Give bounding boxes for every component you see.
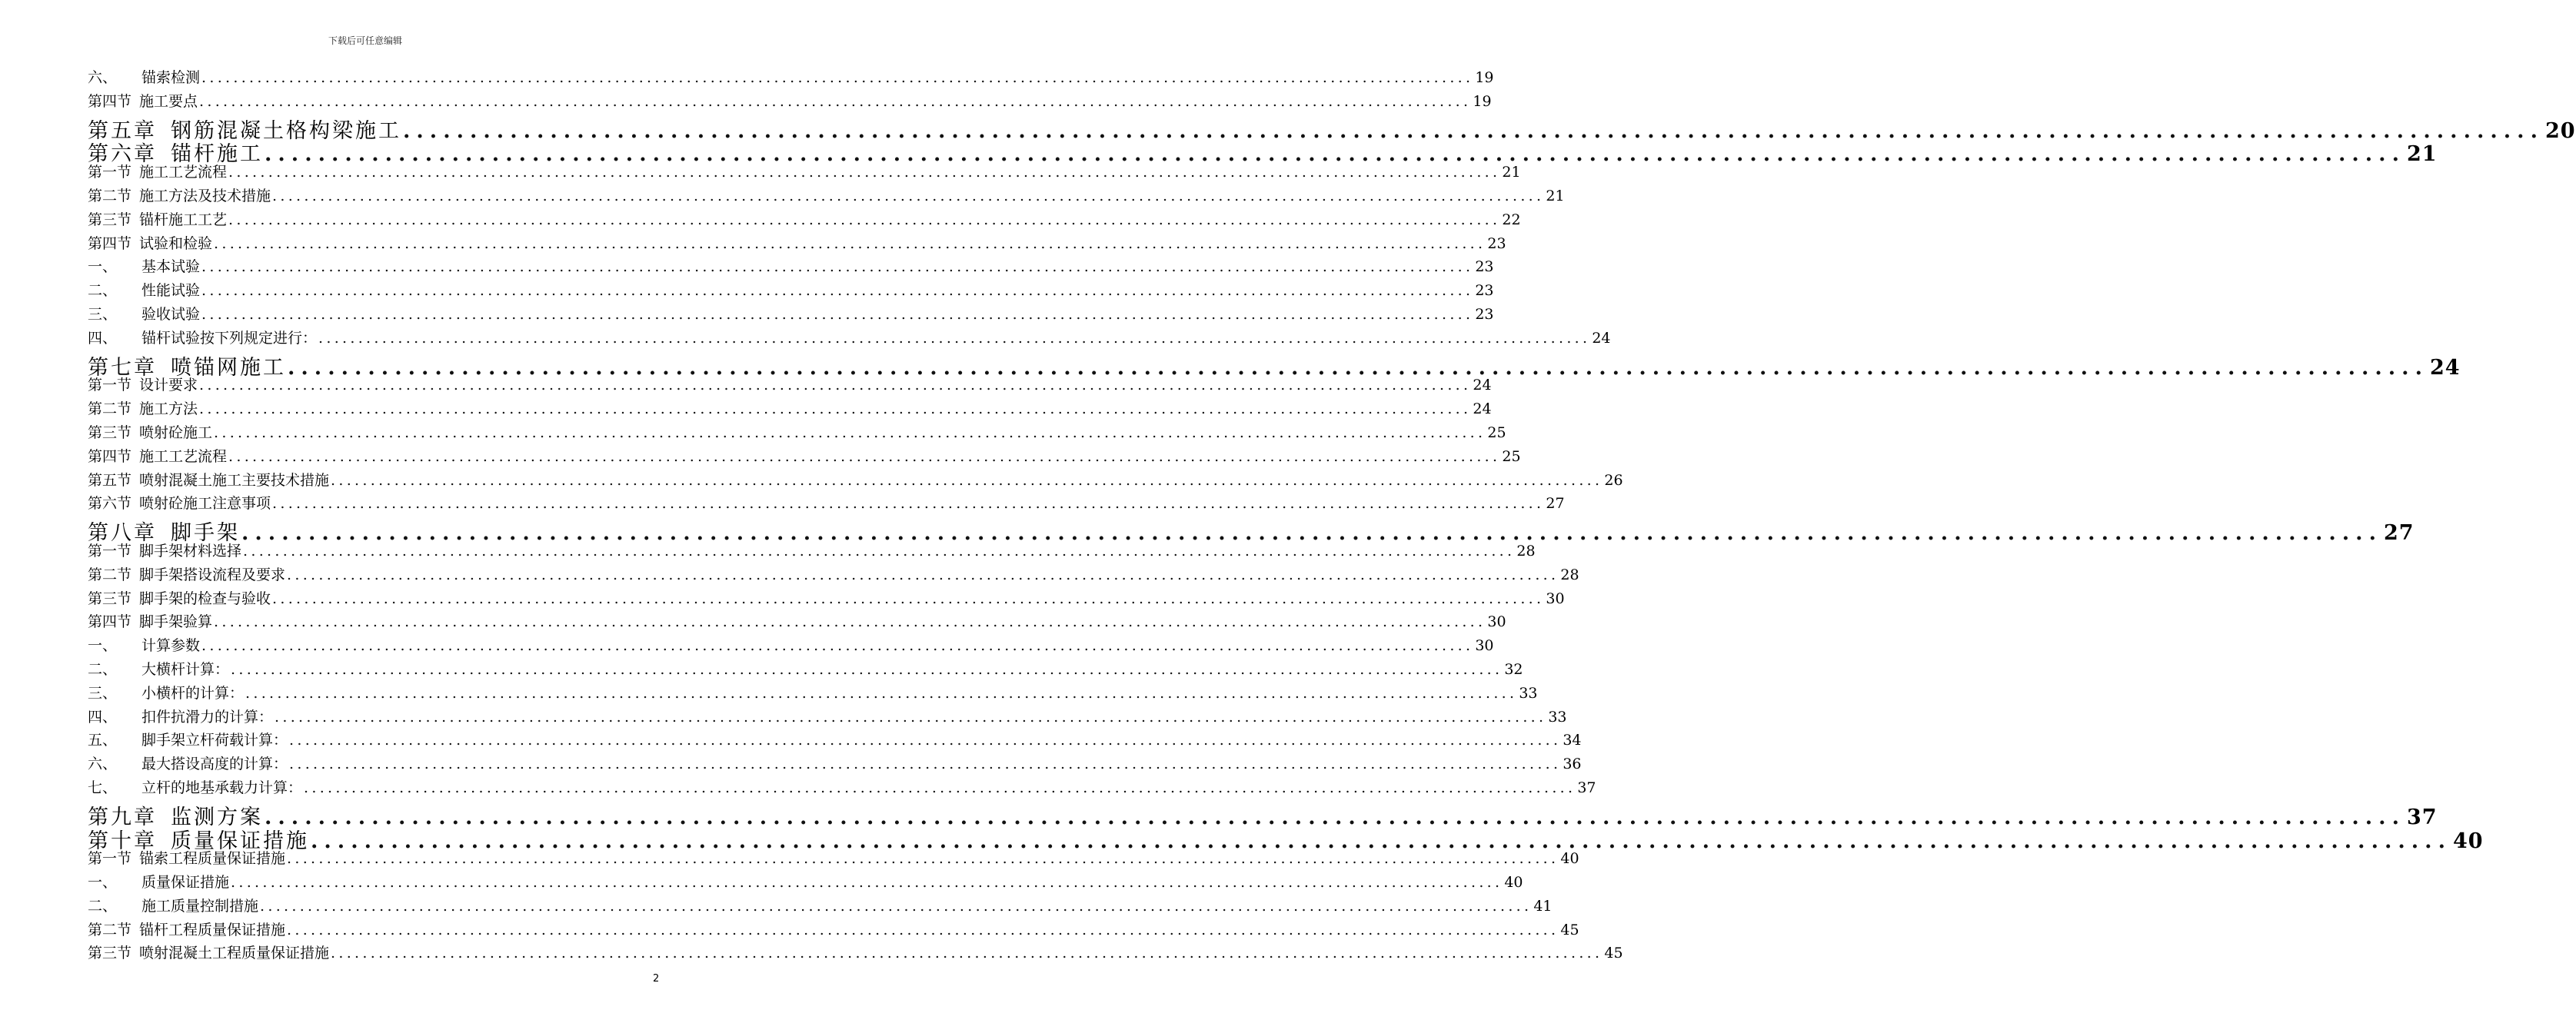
toc-leader-dots: ................................................................................................................................................................ — [199, 92, 1472, 110]
toc-entry-label — [88, 327, 317, 347]
toc-entry-label — [88, 184, 271, 205]
toc-entry-number: 一、 — [88, 258, 118, 276]
toc-chapter-entry[interactable] — [88, 114, 2576, 143]
toc-entry-number: 二、 — [88, 282, 118, 300]
toc-entry-page: 22 — [1502, 211, 1521, 228]
toc-leader-dots: ................................................................................................................................................................ — [275, 708, 1547, 726]
toc-leader-dots: ................................................................................................................................................................ — [403, 118, 2544, 143]
toc-entry-title: 施工方法及技术措施 — [139, 187, 271, 204]
toc-entry-label — [88, 279, 200, 300]
toc-item-entry[interactable] — [88, 895, 1553, 918]
toc-entry-label — [88, 587, 271, 608]
toc-entry-label — [88, 492, 271, 513]
toc-item-entry[interactable] — [88, 658, 1523, 682]
toc-entry-title: 锚索工程质量保证措施 — [139, 850, 286, 868]
toc-entry-page: 40 — [2452, 829, 2484, 853]
toc-section-entry[interactable] — [88, 90, 1492, 114]
toc-item-entry[interactable] — [88, 871, 1523, 895]
toc-entry-number: 第五章 — [88, 118, 157, 143]
toc-entry-title: 脚手架的检查与验收 — [139, 590, 271, 607]
toc-leader-dots: ................................................................................................................................................................ — [241, 521, 2382, 546]
toc-leader-dots: ................................................................................................................................................................ — [289, 756, 1562, 773]
toc-entry-number: 第八章 — [88, 521, 157, 546]
toc-leader-dots: ................................................................................................................................................................ — [199, 377, 1472, 394]
toc-section-entry[interactable] — [88, 421, 1506, 445]
page-header: 下载后可任意编辑 — [328, 35, 402, 46]
toc-entry-number: 第一节 — [88, 377, 132, 394]
toc-entry-label — [88, 658, 229, 679]
toc-entry-page: 33 — [1548, 708, 1567, 726]
toc-section-entry[interactable] — [88, 232, 1506, 256]
toc-entry-title: 喷射混凝土施工主要技术措施 — [139, 471, 330, 489]
toc-entry-label — [88, 918, 285, 939]
toc-entry-number: 第三节 — [88, 945, 132, 962]
toc-leader-dots: ................................................................................................................................................................ — [199, 400, 1472, 418]
toc-entry-page: 37 — [1577, 779, 1596, 796]
toc-entry-page: 30 — [1475, 637, 1494, 655]
toc-entry-number: 二、 — [88, 897, 118, 915]
toc-leader-dots: ................................................................................................................................................................ — [245, 684, 1518, 702]
toc-entry-label — [88, 752, 288, 773]
toc-entry-page: 21 — [2406, 142, 2438, 167]
toc-entry-page: 24 — [1473, 400, 1492, 418]
toc-entry-title: 脚手架材料选择 — [139, 542, 242, 560]
toc-leader-dots: ................................................................................................................................................................ — [201, 305, 1474, 323]
toc-entry-title: 扣件抗滑力的计算： — [141, 708, 274, 726]
toc-entry-label — [88, 66, 200, 87]
toc-entry-title: 脚手架搭设流程及要求 — [139, 566, 286, 583]
toc-entry-number: 第一节 — [88, 542, 132, 560]
toc-entry-page: 28 — [1560, 566, 1579, 583]
toc-entry-page: 27 — [2383, 521, 2415, 546]
toc-section-entry[interactable] — [88, 469, 1623, 493]
toc-entry-label — [88, 682, 244, 703]
toc-item-entry[interactable] — [88, 729, 1582, 752]
toc-item-entry[interactable] — [88, 776, 1596, 800]
toc-leader-dots: ................................................................................................................................................................ — [289, 732, 1562, 749]
toc-entry-title: 脚手架立杆荷载计算： — [141, 732, 288, 749]
toc-leader-dots: ................................................................................................................................................................ — [214, 613, 1486, 631]
toc-entry-number: 第四节 — [88, 447, 132, 465]
toc-entry-number: 二、 — [88, 660, 118, 678]
toc-entry-page: 36 — [1563, 756, 1582, 773]
toc-leader-dots: ................................................................................................................................................................ — [228, 211, 1501, 228]
toc-section-entry[interactable] — [88, 563, 1579, 587]
toc-leader-dots: ................................................................................................................................................................ — [201, 282, 1474, 300]
toc-entry-label — [88, 303, 200, 324]
toc-entry-page: 32 — [1504, 660, 1523, 678]
toc-entry-page: 33 — [1519, 684, 1538, 702]
toc-entry-label — [88, 161, 227, 181]
toc-entry-number: 六、 — [88, 756, 118, 773]
toc-entry-title: 施工方法 — [139, 400, 198, 418]
toc-entry-label — [88, 634, 200, 655]
toc-entry-page: 30 — [1546, 590, 1565, 607]
toc-leader-dots: ................................................................................................................................................................ — [287, 850, 1559, 868]
toc-leader-dots: ................................................................................................................................................................ — [231, 874, 1503, 892]
toc-entry-number: 第一节 — [88, 850, 132, 868]
toc-entry-label — [88, 469, 329, 490]
toc-entry-label — [88, 610, 212, 631]
toc-entry-page: 24 — [2429, 355, 2461, 380]
toc-entry-number: 第三节 — [88, 211, 132, 228]
toc-entry-page: 40 — [1504, 874, 1523, 892]
toc-entry-number: 第四节 — [88, 613, 132, 631]
toc-leader-dots: ................................................................................................................................................................ — [201, 69, 1474, 86]
toc-entry-number: 四、 — [88, 708, 118, 726]
toc-entry-title: 脚手架 — [171, 521, 240, 546]
toc-section-entry[interactable] — [88, 397, 1492, 421]
toc-section-entry[interactable] — [88, 184, 1565, 208]
toc-entry-title: 大横杆计算： — [141, 660, 230, 678]
toc-entry-title: 质量保证措施 — [141, 874, 230, 892]
toc-entry-number: 五、 — [88, 732, 118, 749]
toc-entry-number: 三、 — [88, 684, 118, 702]
toc-entry-title: 脚手架验算 — [139, 613, 213, 631]
toc-item-entry[interactable] — [88, 279, 1494, 303]
toc-entry-number: 第六章 — [88, 142, 157, 167]
toc-entry-page: 45 — [1604, 945, 1623, 962]
toc-leader-dots: ................................................................................................................................................................ — [265, 805, 2405, 829]
toc-leader-dots: ................................................................................................................................................................ — [304, 779, 1576, 796]
toc-item-entry[interactable] — [88, 303, 1494, 327]
toc-entry-label — [88, 445, 227, 466]
toc-entry-number: 第四节 — [88, 92, 132, 110]
toc-leader-dots: ................................................................................................................................................................ — [243, 542, 1516, 560]
toc-item-entry[interactable] — [88, 682, 1538, 706]
toc-leader-dots: ................................................................................................................................................................ — [228, 447, 1501, 465]
toc-entry-title: 验收试验 — [141, 305, 201, 323]
toc-entry-page: 27 — [1546, 495, 1565, 513]
toc-entry-title: 设计要求 — [139, 377, 198, 394]
toc-entry-page: 30 — [1487, 613, 1506, 631]
toc-leader-dots: ................................................................................................................................................................ — [331, 471, 1603, 489]
toc-entry-number: 六、 — [88, 69, 118, 86]
toc-entry-title: 质量保证措施 — [171, 829, 309, 853]
toc-entry-number: 第三节 — [88, 423, 132, 441]
toc-entry-page: 19 — [1473, 92, 1492, 110]
toc-leader-dots: ................................................................................................................................................................ — [214, 234, 1486, 252]
toc-entry-number: 第二节 — [88, 187, 132, 204]
toc-leader-dots: ................................................................................................................................................................ — [265, 142, 2405, 167]
toc-entry-page: 25 — [1487, 423, 1506, 441]
toc-section-entry[interactable] — [88, 540, 1536, 563]
toc-leader-dots: ................................................................................................................................................................ — [201, 637, 1474, 655]
toc-entry-number: 第三节 — [88, 590, 132, 607]
toc-entry-label — [88, 847, 285, 868]
toc-entry-title: 锚杆工程质量保证措施 — [139, 921, 286, 938]
toc-entry-page: 25 — [1502, 447, 1521, 465]
table-of-contents — [88, 66, 2576, 965]
toc-entry-title: 钢筋混凝土格构梁施工 — [171, 118, 401, 143]
toc-section-entry[interactable] — [88, 445, 1521, 469]
toc-entry-number: 第九章 — [88, 805, 157, 829]
toc-entry-title: 性能试验 — [141, 282, 201, 300]
toc-entry-title: 施工工艺流程 — [139, 164, 228, 181]
toc-item-entry[interactable] — [88, 706, 1567, 729]
toc-section-entry[interactable] — [88, 161, 1521, 184]
toc-entry-page: 20 — [2544, 118, 2576, 143]
toc-entry-title: 锚杆试验按下列规定进行： — [141, 329, 318, 347]
toc-leader-dots: ................................................................................................................................................................ — [231, 660, 1503, 678]
toc-entry-label — [88, 706, 273, 726]
toc-leader-dots: ................................................................................................................................................................ — [288, 355, 2428, 380]
toc-entry-number: 第二节 — [88, 400, 132, 418]
toc-entry-label — [88, 374, 198, 394]
toc-chapter-entry[interactable] — [88, 800, 2438, 829]
toc-section-entry[interactable] — [88, 374, 1492, 397]
toc-leader-dots: ................................................................................................................................................................ — [272, 187, 1545, 204]
toc-entry-label — [88, 208, 227, 229]
toc-entry-title: 计算参数 — [141, 637, 201, 655]
toc-entry-page: 45 — [1560, 921, 1579, 938]
toc-entry-label — [88, 729, 288, 749]
toc-entry-page: 23 — [1475, 282, 1494, 300]
toc-entry-title: 立杆的地基承载力计算： — [141, 779, 303, 796]
toc-leader-dots: ................................................................................................................................................................ — [311, 829, 2451, 853]
toc-item-entry[interactable] — [88, 255, 1494, 279]
toc-entry-title: 锚索检测 — [141, 69, 201, 86]
toc-entry-label — [88, 540, 241, 560]
toc-entry-page: 21 — [1502, 164, 1521, 181]
toc-entry-title: 基本试验 — [141, 258, 201, 276]
toc-entry-label — [88, 255, 200, 276]
toc-leader-dots: ................................................................................................................................................................ — [228, 164, 1501, 181]
toc-entry-page: 28 — [1516, 542, 1536, 560]
toc-entry-label — [88, 895, 258, 915]
toc-item-entry[interactable] — [88, 634, 1494, 658]
toc-entry-number: 第二节 — [88, 566, 132, 583]
toc-leader-dots: ................................................................................................................................................................ — [287, 566, 1559, 583]
toc-item-entry[interactable] — [88, 327, 1611, 350]
toc-entry-number: 四、 — [88, 329, 118, 347]
toc-entry-number: 一、 — [88, 637, 118, 655]
toc-leader-dots: ................................................................................................................................................................ — [272, 495, 1545, 513]
toc-entry-label — [88, 871, 229, 892]
toc-leader-dots: ................................................................................................................................................................ — [260, 897, 1533, 915]
toc-entry-page: 26 — [1604, 471, 1623, 489]
toc-section-entry[interactable] — [88, 918, 1579, 942]
toc-entry-page: 23 — [1475, 305, 1494, 323]
toc-chapter-entry[interactable] — [88, 516, 2415, 546]
toc-entry-number: 第六节 — [88, 495, 132, 513]
toc-item-entry[interactable] — [88, 66, 1494, 90]
toc-entry-page: 24 — [1592, 329, 1611, 347]
toc-entry-page: 34 — [1563, 732, 1582, 749]
toc-leader-dots: ................................................................................................................................................................ — [331, 945, 1603, 962]
toc-entry-page: 23 — [1475, 258, 1494, 276]
toc-entry-label — [88, 421, 212, 442]
toc-leader-dots: ................................................................................................................................................................ — [318, 329, 1591, 347]
toc-entry-title: 小横杆的计算： — [141, 684, 245, 702]
toc-section-entry[interactable] — [88, 492, 1565, 516]
toc-section-entry[interactable] — [88, 610, 1506, 634]
toc-entry-page: 41 — [1533, 897, 1553, 915]
toc-section-entry[interactable] — [88, 587, 1565, 611]
toc-entry-title: 施工要点 — [139, 92, 198, 110]
toc-entry-title: 锚杆施工 — [171, 142, 263, 167]
toc-entry-number: 第四节 — [88, 234, 132, 252]
page-number: 2 — [653, 973, 660, 985]
toc-entry-title: 锚杆施工工艺 — [139, 211, 228, 228]
toc-entry-page: 19 — [1475, 69, 1494, 86]
toc-entry-title: 喷射混凝土工程质量保证措施 — [139, 945, 330, 962]
toc-entry-page: 24 — [1473, 377, 1492, 394]
toc-entry-number: 七、 — [88, 779, 118, 796]
toc-entry-title: 施工质量控制措施 — [141, 897, 259, 915]
toc-entry-label — [88, 90, 198, 111]
toc-entry-title: 喷锚网施工 — [171, 355, 286, 380]
toc-entry-page: 40 — [1560, 850, 1579, 868]
toc-entry-title: 试验和检验 — [139, 234, 213, 252]
toc-entry-page: 23 — [1487, 234, 1506, 252]
toc-entry-title: 监测方案 — [171, 805, 263, 829]
toc-entry-page: 21 — [1546, 187, 1565, 204]
toc-leader-dots: ................................................................................................................................................................ — [272, 590, 1545, 607]
toc-entry-label — [88, 232, 212, 253]
toc-entry-title: 喷射砼施工注意事项 — [139, 495, 271, 513]
toc-section-entry[interactable] — [88, 208, 1521, 232]
toc-leader-dots: ................................................................................................................................................................ — [214, 423, 1486, 441]
toc-entry-label — [88, 397, 198, 418]
toc-entry-number: 第七章 — [88, 355, 157, 380]
toc-entry-number: 第一节 — [88, 164, 132, 181]
toc-section-entry[interactable] — [88, 942, 1623, 965]
toc-entry-title: 施工工艺流程 — [139, 447, 228, 465]
toc-entry-title: 喷射砼施工 — [139, 423, 213, 441]
toc-chapter-entry[interactable] — [88, 350, 2461, 380]
toc-section-entry[interactable] — [88, 847, 1579, 871]
toc-entry-label — [88, 563, 285, 584]
toc-leader-dots: ................................................................................................................................................................ — [201, 258, 1474, 276]
toc-leader-dots: ................................................................................................................................................................ — [287, 921, 1559, 938]
toc-entry-title: 最大搭设高度的计算： — [141, 756, 288, 773]
toc-entry-label — [88, 942, 329, 962]
toc-entry-number: 三、 — [88, 305, 118, 323]
toc-entry-number: 第二节 — [88, 921, 132, 938]
toc-entry-label — [88, 776, 302, 797]
toc-entry-number: 第五节 — [88, 471, 132, 489]
toc-item-entry[interactable] — [88, 752, 1582, 776]
toc-entry-page: 37 — [2406, 805, 2438, 829]
toc-entry-number: 第十章 — [88, 829, 157, 853]
toc-entry-number: 一、 — [88, 874, 118, 892]
